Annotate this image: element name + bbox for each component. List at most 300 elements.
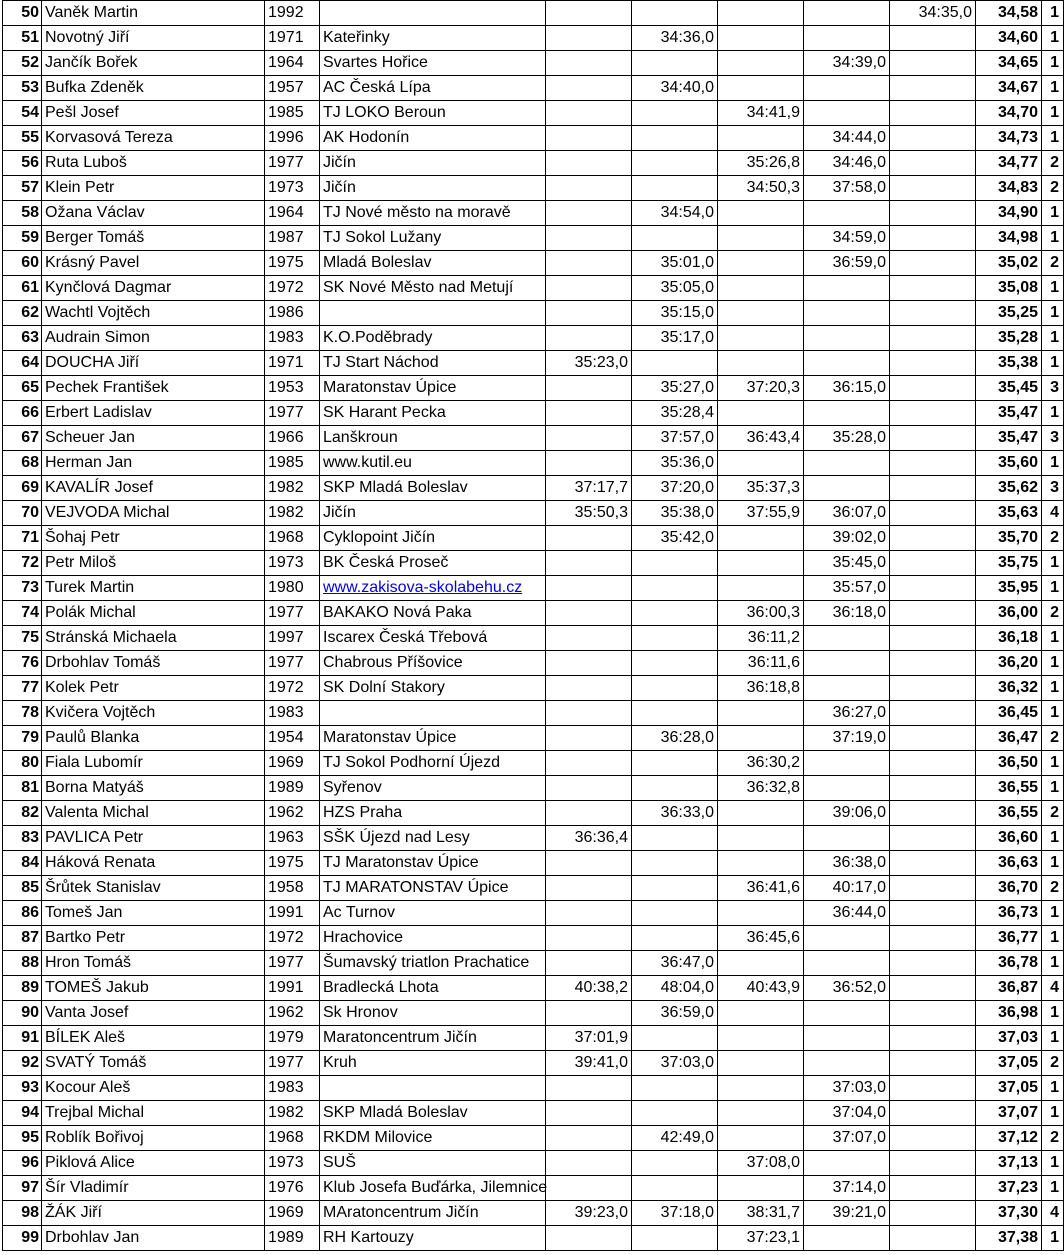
time-cell [718, 326, 804, 351]
rank-cell: 58 [3, 201, 42, 226]
average-cell: 35,25 [976, 301, 1042, 326]
time-cell [718, 51, 804, 76]
table-row [3, 551, 1064, 576]
table-row [3, 1126, 1064, 1151]
time-cell [804, 401, 890, 426]
time-cell: 35:42,0 [632, 526, 718, 551]
time-cell [546, 176, 632, 201]
club-cell: TJ LOKO Beroun [320, 101, 546, 126]
name-cell: TOMEŠ Jakub [42, 976, 265, 1001]
table-row [3, 351, 1064, 376]
time-cell [546, 426, 632, 451]
average-cell: 37,03 [976, 1026, 1042, 1051]
time-cell [632, 626, 718, 651]
time-cell [718, 451, 804, 476]
time-cell: 34:39,0 [804, 51, 890, 76]
time-cell [546, 1101, 632, 1126]
club-cell: SK Harant Pecka [320, 401, 546, 426]
table-row [3, 1076, 1064, 1101]
time-cell [546, 101, 632, 126]
count-cell: 1 [1042, 1176, 1064, 1201]
name-cell: BÍLEK Aleš [42, 1026, 265, 1051]
time-cell: 35:50,3 [546, 501, 632, 526]
time-cell [632, 1026, 718, 1051]
average-cell: 34,60 [976, 26, 1042, 51]
table-row [3, 1101, 1064, 1126]
count-cell: 2 [1042, 151, 1064, 176]
name-cell: Krásný Pavel [42, 251, 265, 276]
name-cell: Petr Miloš [42, 551, 265, 576]
count-cell: 1 [1042, 51, 1064, 76]
table-row [3, 526, 1064, 551]
time-cell: 37:03,0 [632, 1051, 718, 1076]
club-cell: Lanškroun [320, 426, 546, 451]
rank-cell: 87 [3, 926, 42, 951]
table-row [3, 576, 1064, 601]
year-cell: 1968 [265, 1126, 320, 1151]
time-cell [546, 376, 632, 401]
count-cell: 2 [1042, 601, 1064, 626]
club-cell: www.kutil.eu [320, 451, 546, 476]
year-cell: 1977 [265, 651, 320, 676]
count-cell: 2 [1042, 801, 1064, 826]
table-row [3, 676, 1064, 701]
name-cell: KAVALÍR Josef [42, 476, 265, 501]
time-cell: 37:14,0 [804, 1176, 890, 1201]
time-cell [632, 751, 718, 776]
name-cell: Drbohlav Tomáš [42, 651, 265, 676]
year-cell: 1986 [265, 301, 320, 326]
name-cell: VEJVODA Michal [42, 501, 265, 526]
time-cell [632, 576, 718, 601]
club-cell: Maratonstav Úpice [320, 376, 546, 401]
time-cell [804, 476, 890, 501]
time-cell [632, 926, 718, 951]
club-cell: BAKAKO Nová Paka [320, 601, 546, 626]
time-cell [718, 301, 804, 326]
club-cell: TJ Nové město na moravě [320, 201, 546, 226]
name-cell: Šrůtek Stanislav [42, 876, 265, 901]
time-cell [718, 1076, 804, 1101]
name-cell: Drbohlav Jan [42, 1226, 265, 1251]
rank-cell: 67 [3, 426, 42, 451]
table-row [3, 26, 1064, 51]
year-cell: 1989 [265, 1226, 320, 1251]
year-cell: 1971 [265, 351, 320, 376]
time-cell [718, 76, 804, 101]
year-cell: 1992 [265, 1, 320, 26]
time-cell [632, 1, 718, 26]
year-cell: 1975 [265, 251, 320, 276]
time-cell [546, 651, 632, 676]
time-cell: 40:43,9 [718, 976, 804, 1001]
rank-cell: 72 [3, 551, 42, 576]
count-cell: 2 [1042, 1051, 1064, 1076]
table-row [3, 126, 1064, 151]
club-cell [320, 1, 546, 26]
count-cell: 3 [1042, 426, 1064, 451]
time-cell [718, 726, 804, 751]
average-cell: 34,58 [976, 1, 1042, 26]
name-cell: Herman Jan [42, 451, 265, 476]
year-cell: 1973 [265, 176, 320, 201]
time-cell [890, 426, 976, 451]
time-cell [890, 826, 976, 851]
count-cell: 1 [1042, 76, 1064, 101]
time-cell [546, 301, 632, 326]
count-cell: 2 [1042, 726, 1064, 751]
time-cell: 36:47,0 [632, 951, 718, 976]
average-cell: 36,00 [976, 601, 1042, 626]
time-cell [632, 51, 718, 76]
year-cell: 1971 [265, 26, 320, 51]
time-cell: 35:27,0 [632, 376, 718, 401]
time-cell [546, 326, 632, 351]
time-cell [546, 1001, 632, 1026]
year-cell: 1977 [265, 951, 320, 976]
table-row [3, 1001, 1064, 1026]
club-cell: Jičín [320, 151, 546, 176]
count-cell: 1 [1042, 126, 1064, 151]
time-cell [546, 776, 632, 801]
year-cell: 1983 [265, 326, 320, 351]
time-cell: 34:41,9 [718, 101, 804, 126]
time-cell: 38:31,7 [718, 1201, 804, 1226]
time-cell [718, 701, 804, 726]
count-cell: 1 [1042, 276, 1064, 301]
club-cell [320, 576, 546, 601]
year-cell: 1962 [265, 801, 320, 826]
time-cell [546, 851, 632, 876]
average-cell: 35,60 [976, 451, 1042, 476]
year-cell: 1973 [265, 551, 320, 576]
club-cell: Iscarex Česká Třebová [320, 626, 546, 651]
club-cell: MAratoncentrum Jičín [320, 1201, 546, 1226]
time-cell [890, 1151, 976, 1176]
time-cell [718, 1051, 804, 1076]
rank-cell: 73 [3, 576, 42, 601]
year-cell: 1985 [265, 451, 320, 476]
table-row [3, 751, 1064, 776]
time-cell [890, 776, 976, 801]
name-cell: Scheuer Jan [42, 426, 265, 451]
time-cell: 37:04,0 [804, 1101, 890, 1126]
name-cell: Audrain Simon [42, 326, 265, 351]
club-cell [320, 301, 546, 326]
time-cell: 35:37,3 [718, 476, 804, 501]
time-cell [632, 826, 718, 851]
average-cell: 37,05 [976, 1076, 1042, 1101]
count-cell: 1 [1042, 701, 1064, 726]
time-cell [632, 1101, 718, 1126]
table-row [3, 301, 1064, 326]
time-cell [546, 251, 632, 276]
club-cell: SKP Mladá Boleslav [320, 1101, 546, 1126]
club-cell: SK Nové Město nad Metují [320, 276, 546, 301]
time-cell: 39:23,0 [546, 1201, 632, 1226]
year-cell: 1968 [265, 526, 320, 551]
name-cell: Trejbal Michal [42, 1101, 265, 1126]
name-cell: Berger Tomáš [42, 226, 265, 251]
rank-cell: 60 [3, 251, 42, 276]
club-cell: Jičín [320, 501, 546, 526]
rank-cell: 66 [3, 401, 42, 426]
time-cell [890, 201, 976, 226]
time-cell [718, 201, 804, 226]
club-cell: Jičín [320, 176, 546, 201]
count-cell: 4 [1042, 501, 1064, 526]
club-cell: AK Hodonín [320, 126, 546, 151]
club-cell: Bradlecká Lhota [320, 976, 546, 1001]
time-cell [632, 676, 718, 701]
time-cell [890, 676, 976, 701]
rank-cell: 78 [3, 701, 42, 726]
year-cell: 1962 [265, 1001, 320, 1026]
time-cell [890, 726, 976, 751]
club-cell: TJ Sokol Podhorní Újezd [320, 751, 546, 776]
time-cell [804, 751, 890, 776]
time-cell: 36:15,0 [804, 376, 890, 401]
rank-cell: 56 [3, 151, 42, 176]
time-cell [546, 201, 632, 226]
time-cell: 37:08,0 [718, 1151, 804, 1176]
name-cell: Novotný Jiří [42, 26, 265, 51]
average-cell: 37,07 [976, 1101, 1042, 1126]
time-cell: 35:05,0 [632, 276, 718, 301]
average-cell: 34,98 [976, 226, 1042, 251]
time-cell: 37:18,0 [632, 1201, 718, 1226]
average-cell: 36,55 [976, 801, 1042, 826]
time-cell: 39:02,0 [804, 526, 890, 551]
time-cell [890, 301, 976, 326]
time-cell: 40:38,2 [546, 976, 632, 1001]
time-cell [804, 951, 890, 976]
average-cell: 36,50 [976, 751, 1042, 776]
time-cell [546, 726, 632, 751]
time-cell [718, 26, 804, 51]
club-cell: Maratonstav Úpice [320, 726, 546, 751]
count-cell: 1 [1042, 551, 1064, 576]
year-cell: 1983 [265, 1076, 320, 1101]
rank-cell: 64 [3, 351, 42, 376]
club-cell [320, 701, 546, 726]
average-cell: 36,63 [976, 851, 1042, 876]
rank-cell: 74 [3, 601, 42, 626]
count-cell: 1 [1042, 1001, 1064, 1026]
year-cell: 1966 [265, 426, 320, 451]
count-cell: 1 [1042, 851, 1064, 876]
time-cell: 37:57,0 [632, 426, 718, 451]
count-cell: 2 [1042, 1126, 1064, 1151]
rank-cell: 98 [3, 1201, 42, 1226]
time-cell: 36:45,6 [718, 926, 804, 951]
time-cell [890, 1101, 976, 1126]
time-cell [632, 601, 718, 626]
average-cell: 37,05 [976, 1051, 1042, 1076]
table-row [3, 776, 1064, 801]
time-cell [804, 1001, 890, 1026]
time-cell [546, 576, 632, 601]
time-cell [804, 1051, 890, 1076]
name-cell: Erbert Ladislav [42, 401, 265, 426]
count-cell: 1 [1042, 326, 1064, 351]
count-cell: 1 [1042, 676, 1064, 701]
time-cell [632, 101, 718, 126]
table-row [3, 976, 1064, 1001]
count-cell: 1 [1042, 901, 1064, 926]
club-cell: Cyklopoint Jičín [320, 526, 546, 551]
rank-cell: 84 [3, 851, 42, 876]
time-cell [890, 1051, 976, 1076]
average-cell: 34,77 [976, 151, 1042, 176]
count-cell: 3 [1042, 476, 1064, 501]
average-cell: 36,20 [976, 651, 1042, 676]
time-cell: 34:40,0 [632, 76, 718, 101]
club-cell: K.O.Poděbrady [320, 326, 546, 351]
table-row [3, 651, 1064, 676]
rank-cell: 65 [3, 376, 42, 401]
time-cell [546, 626, 632, 651]
time-cell [804, 76, 890, 101]
count-cell: 1 [1042, 1226, 1064, 1251]
rank-cell: 69 [3, 476, 42, 501]
time-cell [890, 876, 976, 901]
time-cell: 37:20,0 [632, 476, 718, 501]
club-cell: TJ Maratonstav Úpice [320, 851, 546, 876]
club-cell: SUŠ [320, 1151, 546, 1176]
name-cell: Roblík Bořivoj [42, 1126, 265, 1151]
time-cell [546, 926, 632, 951]
time-cell [632, 351, 718, 376]
time-cell [632, 1176, 718, 1201]
rank-cell: 76 [3, 651, 42, 676]
table-row [3, 951, 1064, 976]
time-cell: 36:44,0 [804, 901, 890, 926]
rank-cell: 89 [3, 976, 42, 1001]
table-row [3, 1201, 1064, 1226]
table-row [3, 826, 1064, 851]
count-cell: 1 [1042, 401, 1064, 426]
rank-cell: 63 [3, 326, 42, 351]
table-row [3, 201, 1064, 226]
time-cell: 36:32,8 [718, 776, 804, 801]
time-cell: 37:03,0 [804, 1076, 890, 1101]
average-cell: 35,63 [976, 501, 1042, 526]
name-cell: Ruta Luboš [42, 151, 265, 176]
year-cell: 1969 [265, 1201, 320, 1226]
rank-cell: 85 [3, 876, 42, 901]
rank-cell: 79 [3, 726, 42, 751]
time-cell: 39:41,0 [546, 1051, 632, 1076]
time-cell [890, 276, 976, 301]
time-cell [718, 576, 804, 601]
average-cell: 37,30 [976, 1201, 1042, 1226]
year-cell: 1964 [265, 51, 320, 76]
name-cell: Bufka Zdeněk [42, 76, 265, 101]
time-cell [890, 851, 976, 876]
time-cell [718, 826, 804, 851]
results-table [2, 0, 1064, 1251]
time-cell [890, 526, 976, 551]
average-cell: 36,70 [976, 876, 1042, 901]
name-cell: Ožana Václav [42, 201, 265, 226]
time-cell: 37:17,7 [546, 476, 632, 501]
name-cell: Bartko Petr [42, 926, 265, 951]
club-cell: AC Česká Lípa [320, 76, 546, 101]
average-cell: 37,12 [976, 1126, 1042, 1151]
name-cell: Kocour Aleš [42, 1076, 265, 1101]
name-cell: Polák Michal [42, 601, 265, 626]
time-cell [632, 1226, 718, 1251]
average-cell: 36,55 [976, 776, 1042, 801]
results-body [3, 1, 1064, 1251]
rank-cell: 82 [3, 801, 42, 826]
time-cell [890, 1176, 976, 1201]
time-cell [632, 226, 718, 251]
club-cell: Sk Hronov [320, 1001, 546, 1026]
time-cell: 37:23,1 [718, 1226, 804, 1251]
year-cell: 1969 [265, 751, 320, 776]
average-cell: 36,47 [976, 726, 1042, 751]
average-cell: 36,87 [976, 976, 1042, 1001]
average-cell: 36,78 [976, 951, 1042, 976]
time-cell [632, 1076, 718, 1101]
club-cell: RKDM Milovice [320, 1126, 546, 1151]
time-cell [804, 776, 890, 801]
year-cell: 1996 [265, 126, 320, 151]
count-cell: 1 [1042, 1076, 1064, 1101]
year-cell: 1963 [265, 826, 320, 851]
time-cell: 37:58,0 [804, 176, 890, 201]
year-cell: 1972 [265, 676, 320, 701]
rank-cell: 54 [3, 101, 42, 126]
time-cell [546, 276, 632, 301]
count-cell: 2 [1042, 526, 1064, 551]
rank-cell: 57 [3, 176, 42, 201]
time-cell [890, 1076, 976, 1101]
time-cell [804, 926, 890, 951]
time-cell [546, 1151, 632, 1176]
time-cell: 36:11,2 [718, 626, 804, 651]
table-row [3, 251, 1064, 276]
time-cell [718, 1101, 804, 1126]
time-cell [890, 1026, 976, 1051]
table-row [3, 851, 1064, 876]
time-cell [718, 351, 804, 376]
rank-cell: 70 [3, 501, 42, 526]
club-cell: Kateřinky [320, 26, 546, 51]
table-row [3, 701, 1064, 726]
count-cell: 1 [1042, 26, 1064, 51]
time-cell: 36:36,4 [546, 826, 632, 851]
time-cell [890, 1226, 976, 1251]
time-cell [804, 1, 890, 26]
club-link[interactable]: www.zakisova-skolabehu.cz [323, 579, 523, 596]
time-cell [632, 851, 718, 876]
table-row [3, 401, 1064, 426]
average-cell: 35,45 [976, 376, 1042, 401]
time-cell [546, 1176, 632, 1201]
time-cell [718, 251, 804, 276]
name-cell: Tomeš Jan [42, 901, 265, 926]
time-cell: 37:07,0 [804, 1126, 890, 1151]
time-cell [890, 226, 976, 251]
club-cell: HZS Praha [320, 801, 546, 826]
year-cell: 1982 [265, 476, 320, 501]
year-cell: 1977 [265, 1051, 320, 1076]
year-cell: 1991 [265, 901, 320, 926]
time-cell [890, 476, 976, 501]
